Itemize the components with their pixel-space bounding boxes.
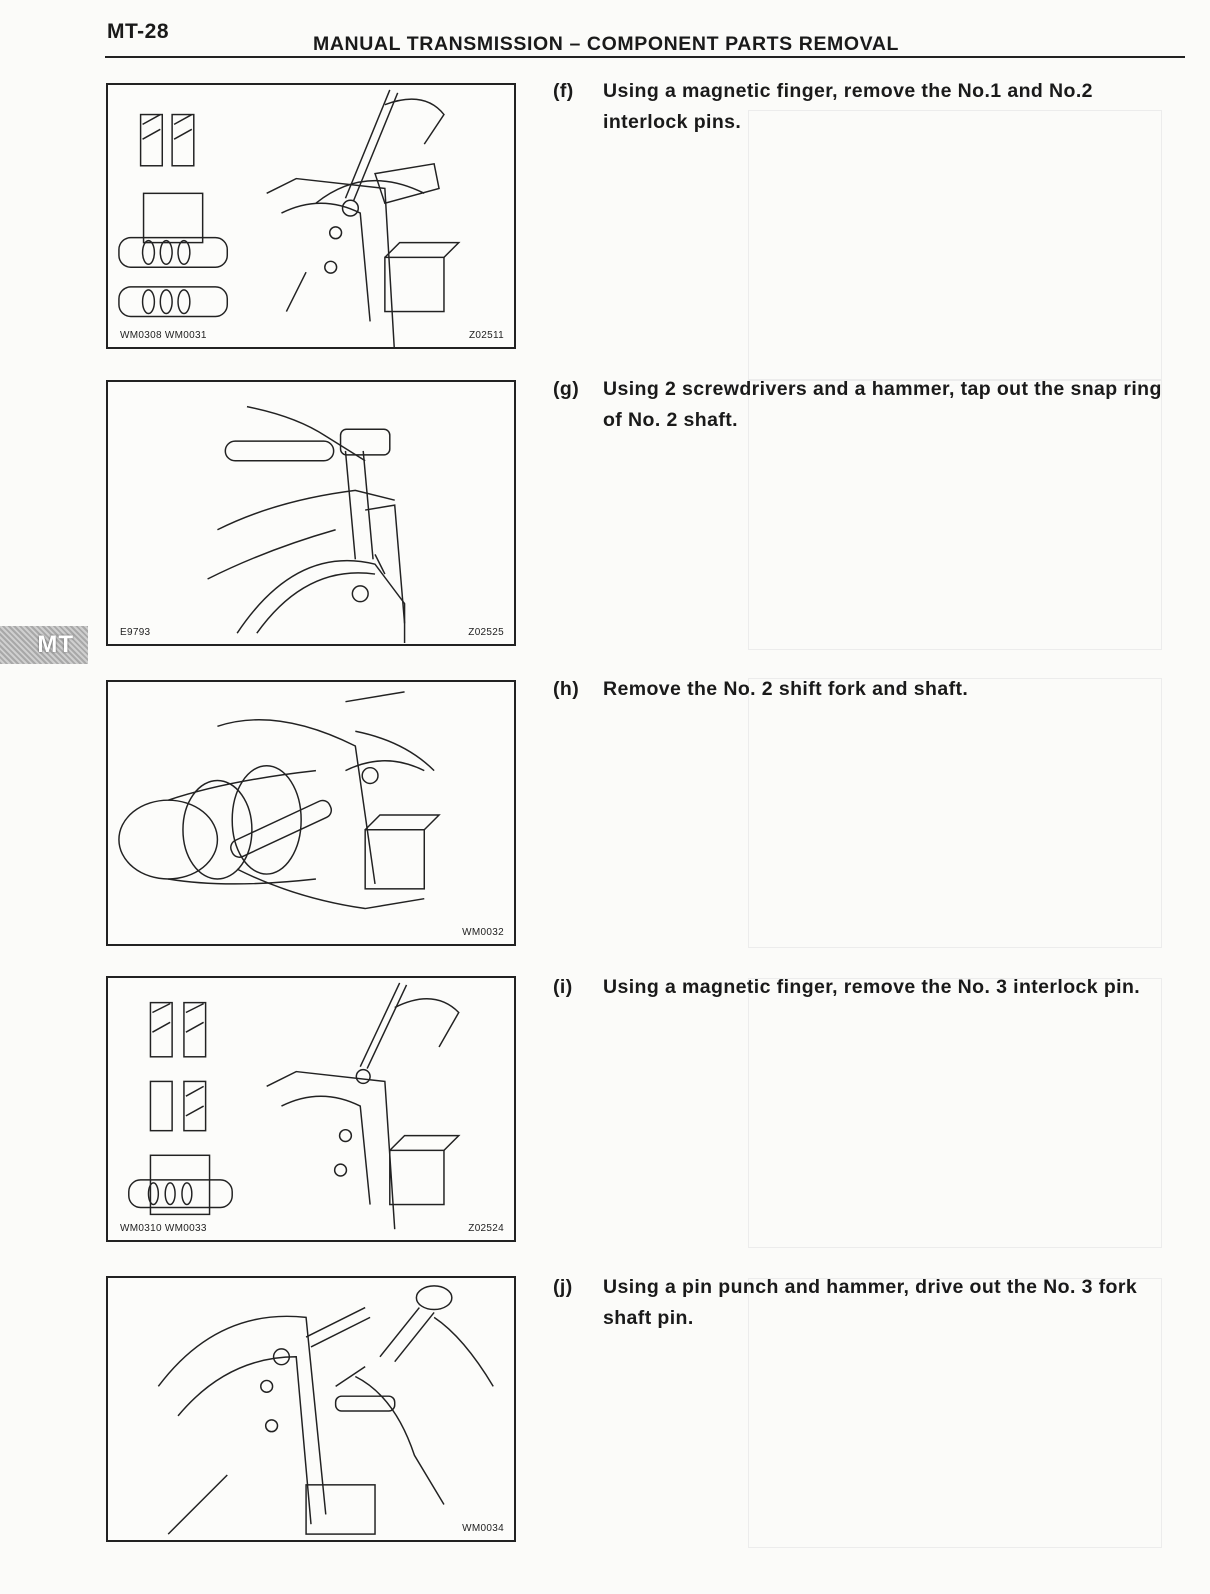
figure-code-right: Z02511 bbox=[469, 330, 504, 341]
bleed-through-frame bbox=[748, 978, 1162, 1248]
figure-code-left: WM0308 WM0031 bbox=[120, 330, 207, 341]
illustration-pin-punch bbox=[108, 1278, 514, 1540]
step-label: (h) bbox=[553, 678, 580, 700]
figure-code-right: Z02524 bbox=[468, 1223, 504, 1234]
figure-code-left: WM0310 WM0033 bbox=[120, 1223, 207, 1234]
page-number: MT-28 bbox=[107, 20, 170, 43]
illustration-interlock-pin-no3 bbox=[108, 978, 514, 1240]
step-text: Remove the No. 2 shift fork and shaft. bbox=[603, 678, 969, 700]
step-g bbox=[553, 374, 1173, 436]
step-label: (i) bbox=[553, 976, 573, 998]
step-label: (j) bbox=[553, 1276, 573, 1298]
step-j bbox=[553, 1272, 1173, 1334]
step-i bbox=[553, 972, 1173, 1003]
figure-step-f bbox=[106, 83, 516, 349]
bleed-through-frame bbox=[748, 110, 1162, 380]
figure-step-h bbox=[106, 680, 516, 946]
figure-code-right: WM0034 bbox=[462, 1523, 504, 1534]
illustration-shift-fork-shaft bbox=[108, 682, 514, 944]
figure-code-right: WM0032 bbox=[462, 927, 504, 938]
figure-step-i bbox=[106, 976, 516, 1242]
step-label: (g) bbox=[553, 378, 580, 400]
page-title: MANUAL TRANSMISSION – COMPONENT PARTS REMOVAL bbox=[313, 33, 900, 55]
figure-code-right: Z02525 bbox=[468, 627, 504, 638]
illustration-interlock-pins bbox=[108, 85, 514, 347]
step-text: Using a magnetic finger, remove the No.1 and No.2 interlock pins. bbox=[603, 80, 1093, 133]
step-text: Using a pin punch and hammer, drive out the No. 3 fork shaft pin. bbox=[603, 1276, 1138, 1329]
step-text: Using 2 screwdrivers and a hammer, tap out the snap ring of No. 2 shaft. bbox=[603, 378, 1162, 431]
step-h bbox=[553, 674, 1173, 705]
illustration-screwdrivers-hammer bbox=[108, 382, 514, 644]
figure-step-j bbox=[106, 1276, 516, 1542]
bleed-through-frame bbox=[748, 678, 1162, 948]
section-tab bbox=[0, 626, 88, 664]
step-f bbox=[553, 76, 1173, 138]
figure-step-g bbox=[106, 380, 516, 646]
figure-code-left: E9793 bbox=[120, 627, 151, 638]
step-label: (f) bbox=[553, 80, 574, 102]
step-text: Using a magnetic finger, remove the No. 3 interlock pin. bbox=[603, 976, 1141, 998]
header-divider bbox=[105, 56, 1185, 58]
section-tab-label: MT bbox=[37, 631, 74, 658]
